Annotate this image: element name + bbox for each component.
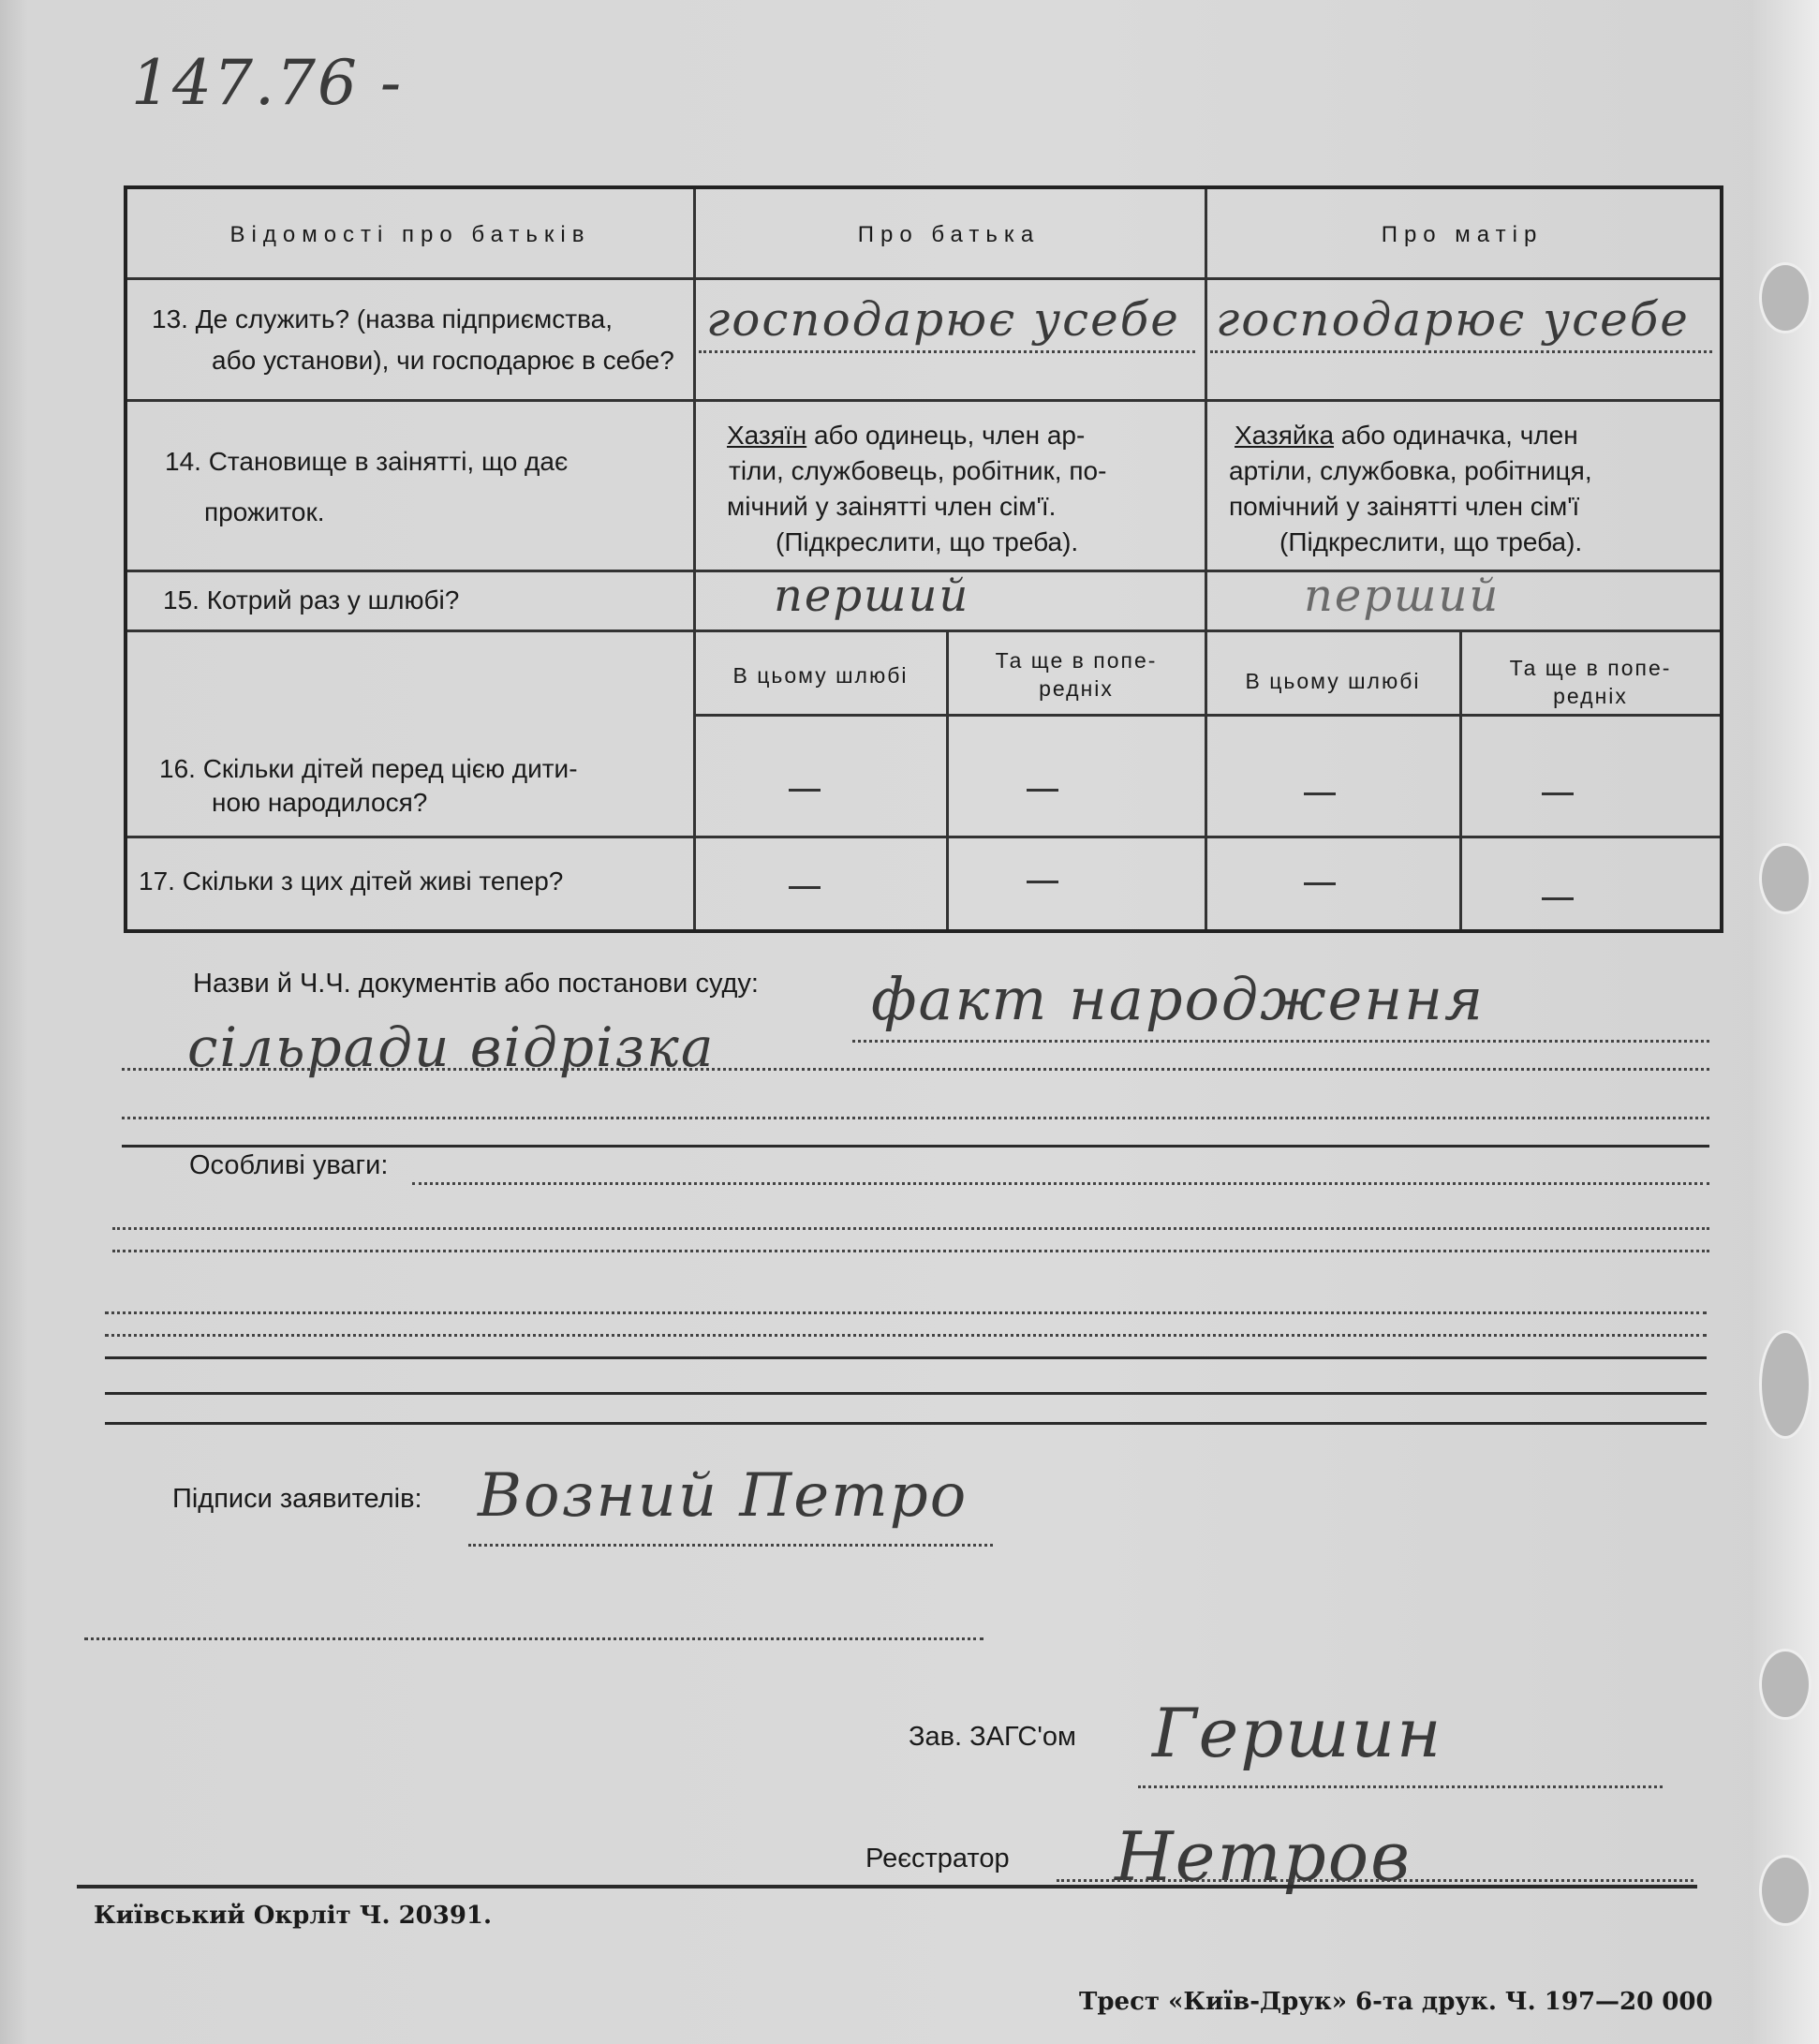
- header-mother: Про матір: [1381, 222, 1544, 247]
- header-parents-info: Відомості про батьків: [229, 222, 591, 247]
- row14-mother-options-line2: артіли, службовка, робітниця,: [1229, 456, 1592, 485]
- header-father: Про батька: [857, 222, 1041, 247]
- row16-label-line2: ною народилося?: [212, 788, 428, 817]
- dash-mark: [1027, 881, 1058, 883]
- mother-previous-header-line1: Та ще в попе-: [1509, 656, 1672, 680]
- row15-label: 15. Котрий раз у шлюбі?: [163, 585, 460, 615]
- dash-mark: [1542, 792, 1574, 795]
- parents-info-table: [124, 185, 1723, 933]
- dash-mark: [1304, 792, 1336, 795]
- row13-father-value: господарює усебе: [706, 292, 1180, 347]
- torn-edge-mark: [1759, 1855, 1812, 1926]
- row13-label-line2: або установи), чи господарює в себе?: [212, 346, 674, 375]
- row14-father-options-line1: Хазяїн або одинець, член ар-: [727, 421, 1086, 450]
- row14-label-line1: 14. Становище в заінятті, що дає: [165, 447, 569, 476]
- applicants-signature: Возний Петро: [478, 1461, 969, 1531]
- row13-label-line1: 13. Де служить? (назва підприємства,: [152, 304, 613, 333]
- documents-value-line2: сільради відрізка: [187, 1015, 716, 1079]
- documents-label: Назви й Ч.Ч. документів або постанови суду:: [193, 969, 759, 999]
- printing-office-note: Київський Окрліт Ч. 20391.: [94, 1902, 493, 1930]
- dash-mark: [1027, 789, 1058, 792]
- row14-mother-options-line3: помічний у заінятті член сім'ї: [1229, 492, 1580, 521]
- row15-mother-value: перший: [1304, 570, 1501, 622]
- father-previous-header-line2: редніх: [1039, 676, 1114, 701]
- printer-imprint: Трест «Київ-Друк» 6-та друк. Ч. 197—20 000: [1079, 1988, 1713, 2016]
- row16-label-line1: 16. Скільки дітей перед цією дити-: [159, 754, 578, 783]
- dash-mark: [789, 886, 821, 889]
- row17-label: 17. Скільки з цих дітей живі тепер?: [139, 866, 564, 896]
- row14-father-instruction: (Підкреслити, що треба).: [776, 527, 1079, 556]
- row13-mother-value: господарює усебе: [1216, 292, 1690, 347]
- registrar-label: Реєстратор: [865, 1844, 1010, 1874]
- dash-mark: [1542, 897, 1574, 900]
- dash-mark: [1304, 882, 1336, 885]
- torn-edge-mark: [1759, 262, 1812, 333]
- mother-previous-header-line2: редніх: [1553, 684, 1628, 708]
- father-previous-header-line1: Та ще в попе-: [995, 648, 1158, 673]
- row14-mother-instruction: (Підкреслити, що треба).: [1279, 527, 1583, 556]
- mother-selected-option: Хазяйка: [1235, 421, 1335, 450]
- dash-mark: [789, 789, 821, 792]
- documents-value-line1: факт народження: [871, 965, 1486, 1033]
- torn-edge-mark: [1759, 1649, 1812, 1720]
- mother-this-marriage-header: В цьому шлюбі: [1245, 669, 1421, 693]
- row14-label-line2: прожиток.: [204, 497, 325, 526]
- torn-edge-mark: [1759, 1330, 1812, 1439]
- zags-head-signature: Гершин: [1152, 1694, 1443, 1772]
- torn-edge-mark: [1759, 843, 1812, 914]
- registrar-signature: Нетров: [1115, 1817, 1412, 1896]
- remarks-label: Особливі уваги:: [189, 1150, 389, 1180]
- zags-head-label: Зав. ЗАГС'ом: [909, 1722, 1076, 1752]
- row14-father-options-line3: мічний у заінятті член сім'ї.: [727, 492, 1057, 521]
- row15-father-value: перший: [774, 570, 970, 622]
- row14-mother-options-line1: Хазяйка або одиначка, член: [1235, 421, 1578, 450]
- applicants-label: Підписи заявителів:: [172, 1484, 422, 1514]
- row14-father-options-line2: тіли, службовець, робітник, по-: [729, 456, 1107, 485]
- father-selected-option: Хазяїн: [727, 421, 807, 450]
- archive-number-note: 147.76 -: [131, 47, 404, 119]
- paper-edge: [1753, 0, 1819, 2044]
- father-this-marriage-header: В цьому шлюбі: [732, 663, 909, 688]
